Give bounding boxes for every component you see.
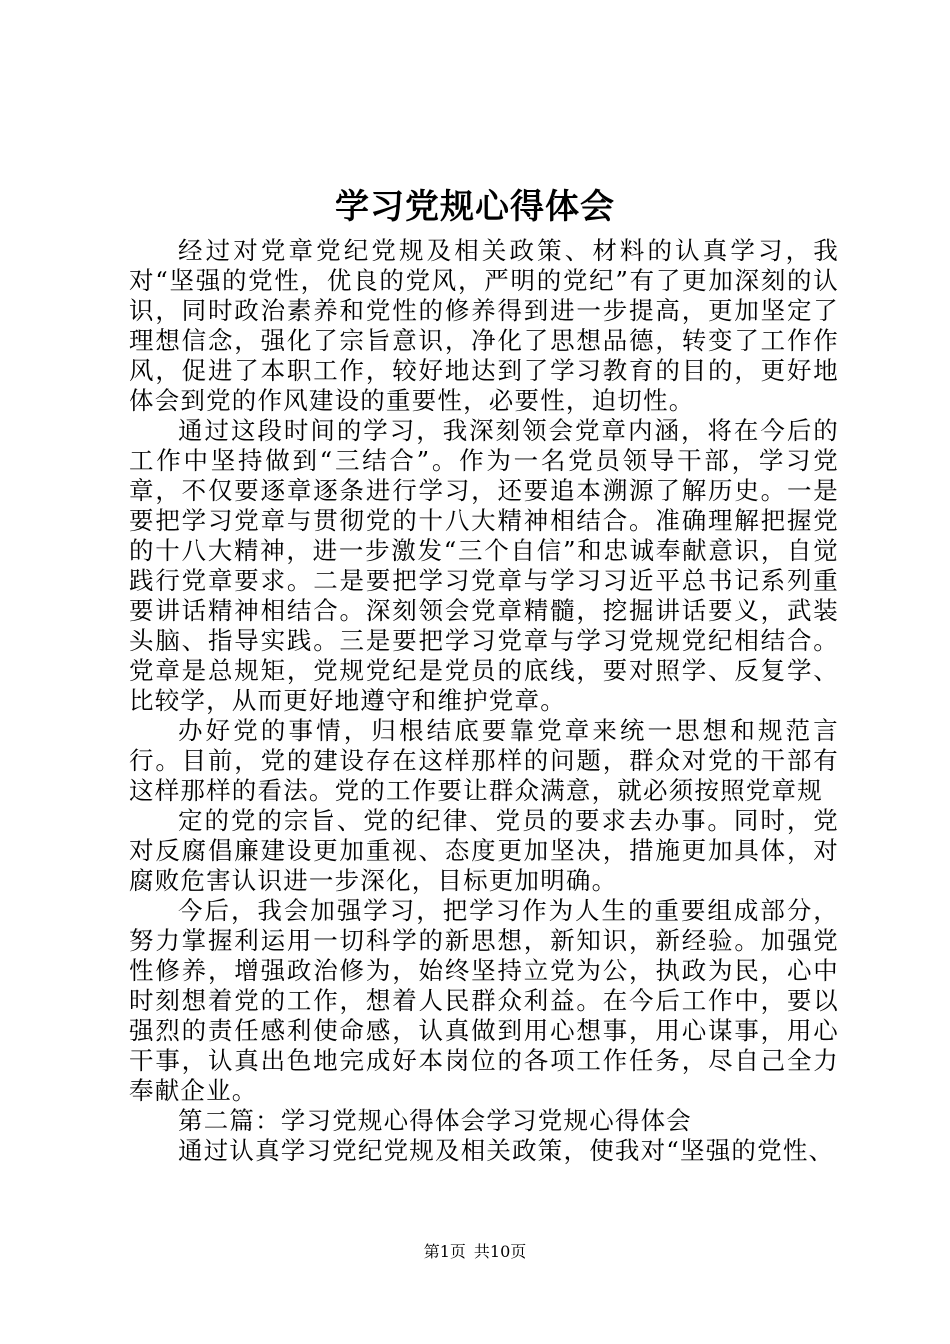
paragraph: 今后，我会加强学习，把学习作为人生的重要组成部分，努力掌握利运用一切科学的新思想，新知识，新经验。加强党性修养，增强政治修为，始终坚持立党为公，执政为民，心中时刻想着党的工作，想着人民群众利益。在今后工作中，要以强烈的责任感利使命感，认真做到用心想事，用心谋事，用心干事，认真出色地完成好本岗位的各项工作任务，尽自己全力奉献企业。	[129, 896, 839, 1105]
paragraph: 通过这段时间的学习，我深刻领会党章内涵，将在今后的工作中坚持做到“三结合”。作为一名党员领导干部，学习党章，不仅要逐章逐条进行学习，还要追本溯源了解历史。一是要把学习党章与贯彻党的十八大精神相结合。准确理解把握党的十八大精神，进一步激发“三个自信”和忠诚奉献意识，自觉践行党章要求。二是要把学习党章与学习习近平总书记系列重要讲话精神相结合。深刻领会党章精髓，挖掘讲话要义，武装头脑、指导实践。三是要把学习党章与学习党规党纪相结合。党章是总规矩，党规党纪是党员的底线，要对照学、反复学、比较学，从而更好地遵守和维护党章。	[129, 416, 839, 715]
paragraph: 定的党的宗旨、党的纪律、党员的要求去办事。同时，党对反腐倡廉建设更加重视、态度更加坚决，措施更加具体，对腐败危害认识进一步深化，目标更加明确。	[129, 806, 839, 895]
paragraph: 经过对党章党纪党规及相关政策、材料的认真学习，我对“坚强的党性，优良的党风，严明的党纪”有了更加深刻的认识，同时政治素养和党性的修养得到进一步提高，更加坚定了理想信念，强化了宗旨意识，净化了思想品德，转变了工作作风，促进了本职工作，较好地达到了学习教育的目的，更好地体会到党的作风建设的重要性，必要性，迫切性。	[129, 236, 839, 415]
paragraph: 通过认真学习党纪党规及相关政策，使我对“坚强的党性、	[178, 1136, 835, 1165]
page-number: 第1页	[423, 1242, 466, 1261]
page-footer	[0, 1240, 950, 1264]
section-heading: 第二篇：学习党规心得体会学习党规心得体会	[178, 1106, 692, 1135]
document-body	[129, 236, 839, 1166]
page-total: 共10页	[473, 1242, 527, 1261]
paragraph: 办好党的事情，归根结底要靠党章来统一思想和规范言行。目前，党的建设存在这样那样的问题，群众对党的干部有这样那样的看法。党的工作要让群众满意，就必须按照党章规	[129, 716, 839, 805]
document-title: 学习党规心得体会	[335, 187, 615, 227]
